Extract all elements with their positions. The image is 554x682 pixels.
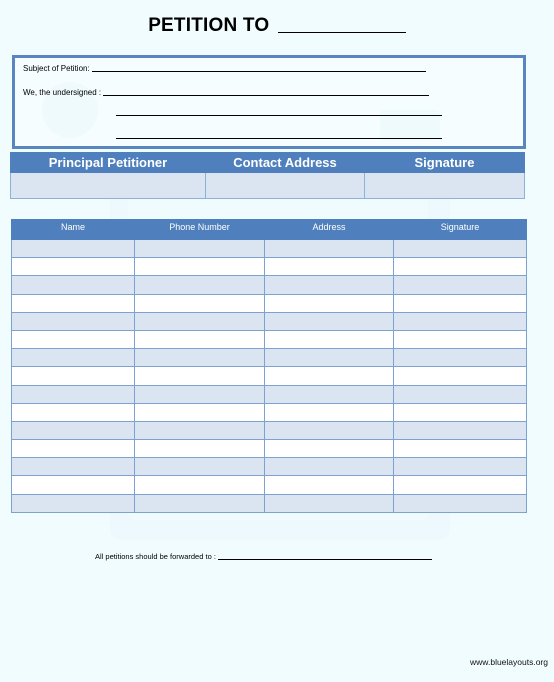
name-cell[interactable] [12, 240, 135, 258]
name-cell[interactable] [12, 349, 135, 367]
signature-cell[interactable] [394, 440, 527, 458]
title-blank-line[interactable] [278, 14, 406, 33]
phone-number-header: Phone Number [135, 220, 265, 240]
signature-cell[interactable] [394, 276, 527, 294]
contact-address-cell[interactable] [206, 173, 365, 199]
name-cell[interactable] [12, 312, 135, 330]
address-cell[interactable] [265, 494, 394, 512]
address-cell[interactable] [265, 440, 394, 458]
address-cell[interactable] [265, 240, 394, 258]
signature-cell[interactable] [394, 240, 527, 258]
name-cell[interactable] [12, 476, 135, 494]
phone-number-cell[interactable] [135, 258, 265, 276]
name-cell[interactable] [12, 367, 135, 385]
subject-line[interactable] [92, 63, 426, 72]
table-row [12, 294, 527, 312]
address-cell[interactable] [265, 385, 394, 403]
name-cell[interactable] [12, 440, 135, 458]
table-row [12, 385, 527, 403]
signature-cell[interactable] [394, 476, 527, 494]
signature-cell[interactable] [394, 349, 527, 367]
table-row [12, 440, 527, 458]
address-cell[interactable] [265, 403, 394, 421]
address-cell[interactable] [265, 276, 394, 294]
table-row [12, 240, 527, 258]
principal-petitioner-table [10, 152, 525, 199]
table-row [12, 476, 527, 494]
name-header: Name [12, 220, 135, 240]
table-row [12, 276, 527, 294]
signature-cell[interactable] [394, 258, 527, 276]
table-row [12, 494, 527, 512]
signatures-table [11, 219, 527, 513]
principal-signature-cell[interactable] [365, 173, 525, 199]
name-cell[interactable] [12, 403, 135, 421]
signature-header: Signature [394, 220, 527, 240]
phone-number-cell[interactable] [135, 476, 265, 494]
name-cell[interactable] [12, 330, 135, 348]
title-text: PETITION TO [148, 15, 270, 36]
table-row [12, 421, 527, 439]
subject-label: Subject of Petition: [23, 64, 90, 73]
phone-number-cell[interactable] [135, 494, 265, 512]
name-cell[interactable] [12, 421, 135, 439]
address-cell[interactable] [265, 258, 394, 276]
undersigned-line[interactable] [103, 87, 429, 96]
address-cell[interactable] [265, 330, 394, 348]
name-cell[interactable] [12, 258, 135, 276]
phone-number-cell[interactable] [135, 421, 265, 439]
forward-line [95, 552, 432, 561]
address-cell[interactable] [265, 349, 394, 367]
table-row [12, 458, 527, 476]
signature-cell[interactable] [394, 367, 527, 385]
phone-number-cell[interactable] [135, 276, 265, 294]
signatures-header-row [12, 220, 527, 240]
principal-input-row [11, 173, 525, 199]
signature-cell[interactable] [394, 330, 527, 348]
name-cell[interactable] [12, 458, 135, 476]
page-title [0, 14, 554, 37]
phone-number-cell[interactable] [135, 367, 265, 385]
address-cell[interactable] [265, 476, 394, 494]
signature-cell[interactable] [394, 421, 527, 439]
name-cell[interactable] [12, 294, 135, 312]
principal-signature-header: Signature [365, 153, 525, 173]
table-row [12, 403, 527, 421]
phone-number-cell[interactable] [135, 294, 265, 312]
phone-number-cell[interactable] [135, 440, 265, 458]
forward-label: All petitions should be forwarded to : [95, 552, 216, 561]
phone-number-cell[interactable] [135, 240, 265, 258]
phone-number-cell[interactable] [135, 349, 265, 367]
undersigned-line-2[interactable] [116, 115, 442, 116]
table-row [12, 258, 527, 276]
signature-cell[interactable] [394, 294, 527, 312]
table-row [12, 367, 527, 385]
undersigned-line-3[interactable] [116, 138, 442, 139]
forward-blank-line[interactable] [218, 552, 432, 560]
undersigned-label: We, the undersigned : [23, 88, 102, 97]
phone-number-cell[interactable] [135, 458, 265, 476]
undersigned-row [23, 87, 429, 97]
subject-row [23, 63, 426, 73]
footer-url: www.bluelayouts.org [470, 657, 548, 667]
table-row [12, 330, 527, 348]
signature-cell[interactable] [394, 458, 527, 476]
signature-cell[interactable] [394, 494, 527, 512]
signature-cell[interactable] [394, 403, 527, 421]
signature-cell[interactable] [394, 312, 527, 330]
principal-petitioner-header: Principal Petitioner [11, 153, 206, 173]
principal-petitioner-cell[interactable] [11, 173, 206, 199]
phone-number-cell[interactable] [135, 312, 265, 330]
phone-number-cell[interactable] [135, 385, 265, 403]
name-cell[interactable] [12, 385, 135, 403]
address-cell[interactable] [265, 294, 394, 312]
address-cell[interactable] [265, 367, 394, 385]
name-cell[interactable] [12, 494, 135, 512]
address-cell[interactable] [265, 458, 394, 476]
table-row [12, 349, 527, 367]
phone-number-cell[interactable] [135, 403, 265, 421]
address-cell[interactable] [265, 421, 394, 439]
address-header: Address [265, 220, 394, 240]
table-row [12, 312, 527, 330]
name-cell[interactable] [12, 276, 135, 294]
contact-address-header: Contact Address [206, 153, 365, 173]
subject-box [12, 55, 526, 149]
address-cell[interactable] [265, 312, 394, 330]
principal-header-row [11, 153, 525, 173]
phone-number-cell[interactable] [135, 330, 265, 348]
signature-cell[interactable] [394, 385, 527, 403]
